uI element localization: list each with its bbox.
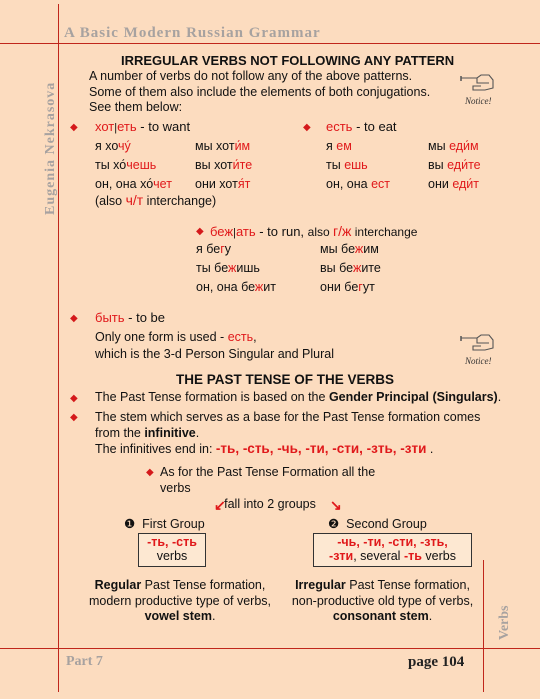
verb-bezhat-sing (196, 240, 276, 297)
bullet-diamond-icon: ◆ (196, 226, 204, 237)
conj-row: он, она бежит (196, 280, 277, 294)
intro-line: Some of them also include the elements of both conjugations. (89, 84, 431, 99)
group-2-heading (328, 516, 427, 531)
conj-row: ты ешь (326, 158, 368, 172)
bullet-diamond-icon: ◆ (303, 122, 311, 133)
intro-paragraph (89, 69, 430, 116)
page-number: page 104 (408, 654, 465, 670)
verb-hotet-note: (also ч/т interchange) (95, 192, 217, 208)
group-1-endings-box (138, 533, 206, 567)
pointing-hand-icon (459, 72, 499, 96)
conj-row: вы хоти́те (195, 158, 253, 172)
group-2-label: Second Group (346, 517, 427, 531)
conj-row: он, она хо́чет (95, 177, 172, 191)
conj-row: вы еди́те (428, 158, 481, 172)
conj-row: мы бежим (320, 242, 379, 256)
verb-hotet-sing (95, 137, 172, 194)
bullet-diamond-icon: ◆ (70, 412, 78, 423)
intro-line: See them below: (89, 100, 183, 114)
bullet-diamond-icon: ◆ (70, 313, 78, 324)
intro-line: A number of verbs do not follow any of the above patterns. (89, 69, 413, 83)
group-2-endings-box (313, 533, 472, 567)
conj-row: ты бежишь (196, 261, 260, 275)
group-1-description: Regular Past Tense formation, modern productive type of verbs, vowel stem. (88, 578, 272, 623)
frame-line-right (483, 560, 484, 692)
group-1-heading (124, 516, 205, 531)
group-2-description: Irregular Past Tense formation, non-productive old type of verbs, consonant stem. (291, 578, 474, 623)
frame-line-top (0, 43, 540, 44)
conj-row: они еди́т (428, 177, 479, 191)
past-tense-bullet-1: The Past Tense formation is based on the Gender Principal (Singulars). (95, 390, 502, 404)
verb-est-sing (326, 137, 390, 194)
section-title-past-tense: THE PAST TENSE OF THE VERBS (176, 372, 395, 387)
verb-bezhat-plural (320, 240, 381, 297)
bullet-diamond-icon: ◆ (70, 122, 78, 133)
bullet-diamond-icon: ◆ (70, 393, 78, 404)
notice-label: Notice! (465, 356, 492, 366)
group-2-endings-line2: -зти, several -ть verbs (329, 549, 456, 563)
bullet-diamond-icon: ◆ (146, 467, 154, 478)
group-1-verbs-label: verbs (156, 549, 188, 563)
pointing-hand-icon (459, 332, 499, 356)
verb-est-infinitive: есть - to eat (326, 119, 397, 134)
conj-row: я ем (326, 139, 352, 153)
verb-byt-explanation: Only one form is used - есть, which is the 3-d Person Singular and Plural (95, 330, 335, 361)
author-name: Eugenia Nekrasova (43, 81, 58, 215)
past-tense-bullet-2: The stem which serves as a base for the Past Tense formation comes from the infinitive. The infinitives end in: -ть, -сть, -чь, -ти, -сти, -зть, -зти . (95, 410, 481, 456)
verb-hotet-plural (195, 137, 252, 194)
frame-line-bottom (0, 648, 540, 649)
group-1-label: First Group (142, 517, 205, 531)
conj-row: мы еди́м (428, 139, 479, 153)
arrow-down-right-icon: ↘ (330, 497, 342, 513)
verb-bezhat-infinitive: беж|ать - to run, also г/ж interchange (210, 223, 418, 239)
group-1-endings: -ть, -сть (147, 535, 197, 549)
book-title: A Basic Modern Russian Grammar (64, 25, 321, 41)
side-label-verbs: Verbs (497, 605, 512, 640)
section-title-irregular: IRREGULAR VERBS NOT FOLLOWING ANY PATTERN (121, 53, 455, 68)
conj-row: он, она ест (326, 177, 391, 191)
arrow-down-left-icon: ↙ (214, 497, 226, 513)
conj-row: я бегу (196, 242, 232, 256)
conj-row: ты хо́чешь (95, 158, 157, 172)
verb-hotet-infinitive: хот|еть - to want (95, 119, 191, 134)
conj-row: они бегут (320, 280, 375, 294)
conj-row: они хотя́т (195, 177, 251, 191)
groups-intro: As for the Past Tense Formation all the verbs fall into 2 groups (160, 465, 376, 511)
conj-row: мы хоти́м (195, 139, 251, 153)
conj-row: я хочý (95, 139, 131, 153)
verb-est-plural (428, 137, 481, 194)
part-label: Part 7 (66, 654, 103, 669)
notice-label: Notice! (465, 96, 492, 106)
group-1-number: ❶ (124, 517, 136, 531)
verb-byt-infinitive: быть - to be (95, 310, 165, 325)
conj-row: вы бежите (320, 261, 381, 275)
group-2-number: ❷ (328, 517, 340, 531)
group-2-endings: -чь, -ти, -сти, -зть, (337, 535, 448, 549)
